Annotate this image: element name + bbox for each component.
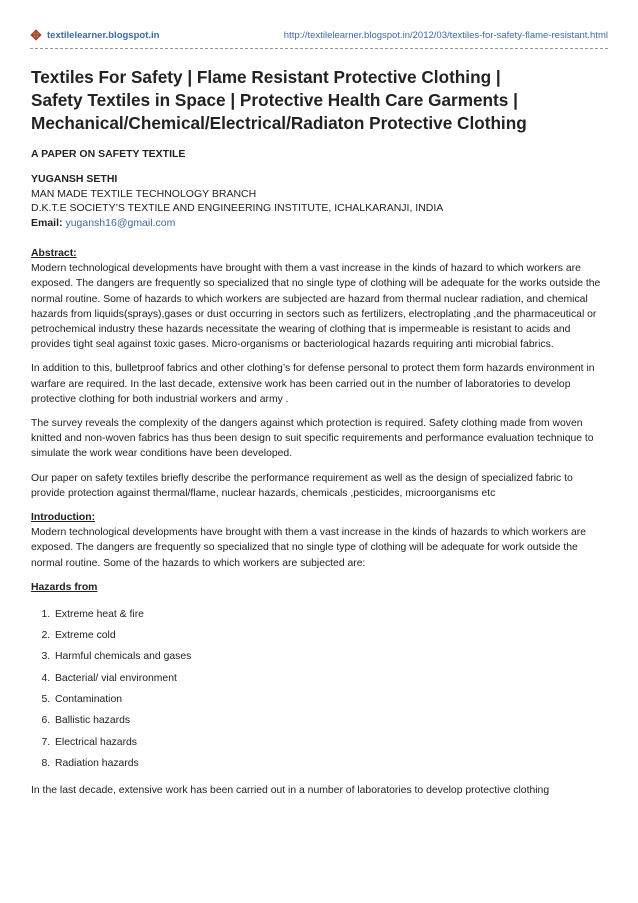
author-email-row xyxy=(31,216,608,231)
textile-logo-icon xyxy=(30,29,42,41)
abstract-paragraph: Our paper on safety textiles briefly describe the performance requirement as well as the design of specialized fabric to provide protection against thermal/flame, nuclear hazards, chemicals ,pesticides, microorganisms etc xyxy=(31,472,573,499)
article-content xyxy=(31,66,608,798)
list-item: 6. Ballistic hazards xyxy=(53,710,608,731)
abstract-section xyxy=(31,246,608,352)
list-item: 5. Contamination xyxy=(53,689,608,710)
title-line: Safety Textiles in Space | Protective Health Care Garments | xyxy=(31,90,518,110)
introduction-paragraph: Modern technological developments have brought with them a vast increase in the kinds of hazards to which workers are exposed. The dangers are frequently so specialized that no single type of clothing will be adequate for work outside the normal routine. Some of the hazards to which workers are subjected are: xyxy=(31,527,587,569)
site-name[interactable]: textilelearner.blogspot.in xyxy=(47,29,160,41)
article-title xyxy=(31,66,608,135)
list-item: 2. Extreme cold xyxy=(53,625,608,646)
title-line: Mechanical/Chemical/Electrical/Radiaton Protective Clothing xyxy=(31,113,527,133)
site-brand[interactable] xyxy=(30,29,159,41)
introduction-section xyxy=(31,510,608,571)
closing-paragraph: In the last decade, extensive work has been carried out in a number of laboratories to develop protective clothing xyxy=(31,785,550,797)
author-block xyxy=(31,172,608,230)
list-item: 7. Electrical hazards xyxy=(53,732,608,753)
abstract-paragraph: In addition to this, bulletproof fabrics and other clothing’s for defense personal to protect them form hazards environment in warfare are required. In the last decade, extensive work has been carried out in the number of laboratories to develop protective clothing for both industrial workers and army . xyxy=(31,363,595,405)
title-line: Textiles For Safety | Flame Resistant Protective Clothing | xyxy=(31,67,501,87)
hazards-heading: Hazards from xyxy=(31,581,98,593)
author-institute: D.K.T.E SOCIETY’S TEXTILE AND ENGINEERING INSTITUTE, ICHALKARANJI, INDIA xyxy=(31,202,444,214)
author-name: YUGANSH SETHI xyxy=(31,173,118,185)
paper-subtitle: A PAPER ON SAFETY TEXTILE xyxy=(31,148,186,160)
abstract-paragraph: Modern technological developments have brought with them a vast increase in the kinds of hazard to which workers are exposed. The dangers are frequently so specialized that no single type of clothing will be adequate for the works outside the normal routine. Some of hazards to which workers are subjected are hazard from thermal nuclear radiation, and chemical hazards from liquids(sprays),gases or dust occurring in sectors such as fertilizers, electroplating ,and the pharmaceutical or petrochemical industry these hazards necessitate the wearing of clothing that is impermeable is resistant to acids and provides tight seal against toxic gases. Micro-organisms or bacteriological hazards requiring anti microbial fabrics. xyxy=(31,263,601,351)
abstract-heading: Abstract: xyxy=(31,248,77,259)
list-item: 8. Radiation hazards xyxy=(53,753,608,774)
email-label: Email: xyxy=(31,216,63,229)
email-link[interactable]: yugansh16@gmail.com xyxy=(65,216,176,229)
list-item: 4. Bacterial/ vial environment xyxy=(53,668,608,689)
hazards-list xyxy=(31,604,608,774)
introduction-heading: Introduction: xyxy=(31,512,96,524)
abstract-paragraph: The survey reveals the complexity of the dangers against which protection is required. Safety clothing made from woven knitted and non-woven fabrics has thus been design to suit specific requirements and performance evaluation technique to simulate the work wear conditions have been developed. xyxy=(31,418,594,460)
author-dept: MAN MADE TEXTILE TECHNOLOGY BRANCH xyxy=(31,187,257,200)
page-header xyxy=(30,26,608,44)
source-url[interactable]: http://textilelearner.blogspot.in/2012/03/textiles-for-safety-flame-resistant.html xyxy=(283,29,608,41)
list-item: 3. Harmful chemicals and gases xyxy=(53,646,608,667)
header-divider xyxy=(30,48,608,49)
list-item: 1. Extreme heat & fire xyxy=(53,604,608,625)
